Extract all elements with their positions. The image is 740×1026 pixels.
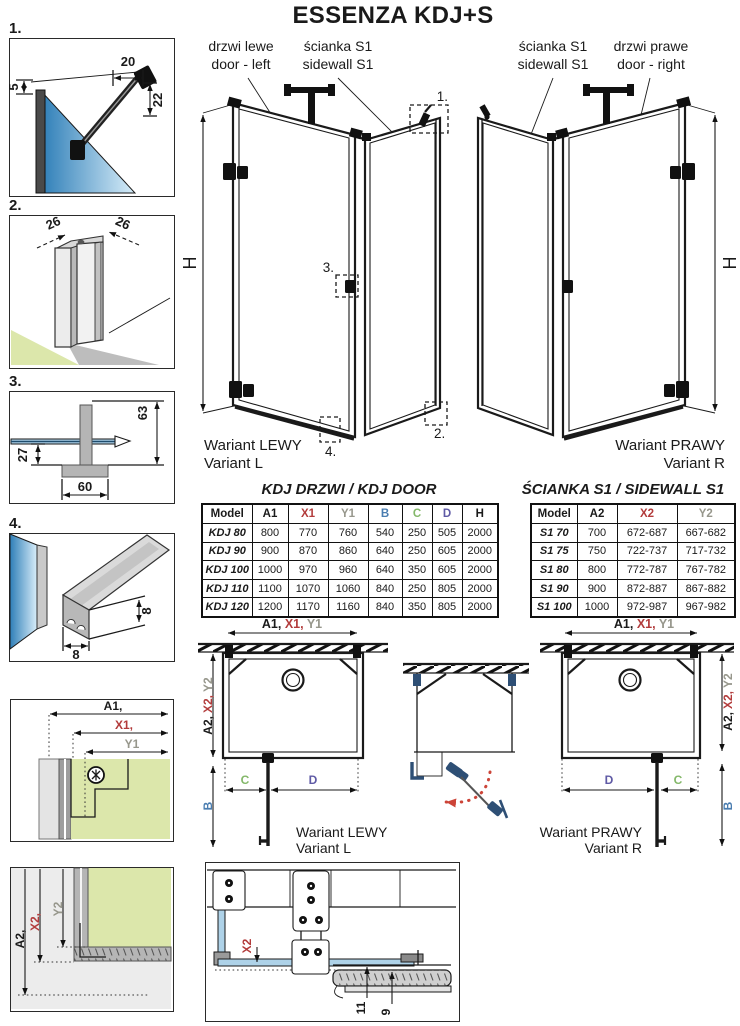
column-header-model: Model [531,504,577,524]
column-header-y1: Y1 [328,504,368,524]
wall-strip [39,759,59,839]
cell: 1170 [288,598,328,617]
dim-side-a2x2y2 [201,654,215,757]
table-row [202,561,498,580]
cell: 540 [368,524,402,543]
column-header-d: D [432,504,462,524]
cell: 1160 [328,598,368,617]
drain-circle-inner [624,674,637,687]
column-header-h: H [462,504,498,524]
hinge-cluster [445,761,469,781]
door-pivot [651,753,663,763]
detail-3-drawing [9,391,173,502]
callout-sidewall-right [508,37,598,73]
variant-left-pl: Wariant LEWY [204,437,302,454]
cell: 667-682 [677,524,735,543]
detail-2-drawing [9,215,173,367]
enclosure-diagram-left [178,75,462,475]
svg-text:5: 5 [6,83,21,91]
svg-text:H: H [180,256,200,270]
cell: 1200 [252,598,288,617]
cell: KDJ 100 [202,561,252,580]
svg-text:B: B [201,801,215,811]
threshold-step [417,752,442,776]
dim-26-left [37,213,65,248]
wall-anchor [353,645,361,658]
wall-anchor [690,645,698,658]
cell: 722-737 [617,542,677,561]
svg-text:20: 20 [120,54,136,69]
svg-text:C: C [240,773,250,787]
callout-door-right-pl: drzwi prawe [613,38,689,54]
corner-detail-b [10,867,172,1010]
tray-hatch [74,947,171,961]
table-row [531,579,735,598]
cell: S1 90 [531,579,577,598]
svg-text:9: 9 [379,1008,393,1016]
dim-c [661,759,698,793]
cell: 870 [288,542,328,561]
svg-text:26: 26 [43,213,63,233]
svg-text:Y1: Y1 [124,737,140,751]
callout-door-left [196,37,286,73]
svg-text:H: H [720,256,740,270]
cell: S1 80 [531,561,577,580]
cell: 805 [432,579,462,598]
cell: 900 [252,542,288,561]
column-header-a1: A1 [252,504,288,524]
h-dimension [684,104,740,413]
svg-text:X2: X2 [240,938,254,954]
svg-text:D: D [604,773,614,787]
wall-anchor [564,645,572,658]
cell: 800 [252,524,288,543]
center-bracket-lower [292,931,329,974]
page-title: ESSENZA KDJ+S [292,2,494,29]
support-bar [483,674,512,694]
leader-line [31,72,138,82]
table-header-row [202,504,498,524]
cell: 872-887 [617,579,677,598]
cell: 750 [577,542,617,561]
cell: KDJ 90 [202,542,252,561]
svg-text:3.: 3. [322,260,334,275]
dim-5 [6,80,33,94]
dim-a1-label: A1, [261,617,282,631]
svg-text:22: 22 [150,92,165,108]
dim-b [721,764,735,846]
variant-left-label [204,437,302,473]
dim-x1-label: X1, [636,617,656,631]
cell: 350 [402,598,432,617]
frame [413,673,516,776]
cell: 605 [432,542,462,561]
enclosure-diagram-right [462,75,740,475]
cell: 960 [328,561,368,580]
drain-circle-inner [287,674,300,687]
svg-text:11: 11 [354,1001,368,1015]
detail-3-number: 3. [9,373,22,390]
bottom-detail-drawing [205,862,458,1020]
kdj-table-title: KDJ DRZWI / KDJ DOOR [261,481,437,498]
support-bar [417,674,446,694]
cell: 2000 [462,561,498,580]
s1-sidewall-table [530,503,736,618]
cell: 2000 [462,524,498,543]
dim-x2 [240,938,257,962]
dim-y1-label: Y1 [658,617,675,631]
column-header-c: C [402,504,432,524]
svg-text:A2,: A2, [13,929,27,949]
dim-b [201,766,215,847]
dim-60 [62,479,108,500]
cell: 640 [368,561,402,580]
cell: 767-782 [677,561,735,580]
callout-sidewall-left [293,37,383,73]
dim-x1 [73,718,168,759]
open-door-line [461,777,493,810]
plan-variant-left-label [296,824,387,856]
door-open [651,753,665,847]
floor-green [88,868,171,947]
table-row [531,542,735,561]
door-pivot [262,753,274,763]
cell: 605 [432,561,462,580]
cell: S1 100 [531,598,577,617]
table-row [531,524,735,543]
floor-green [71,759,170,839]
cell: 760 [328,524,368,543]
cell: 700 [577,524,617,543]
detail-2-number: 2. [9,197,22,214]
svg-text:26: 26 [113,213,133,233]
cell: 2000 [462,579,498,598]
plan-variant-left-pl: Wariant LEWY [296,824,388,840]
dim-27 [15,444,62,465]
svg-text:A1,: A1, [103,699,123,713]
corner-profile [55,236,103,347]
svg-text:8: 8 [72,647,80,662]
shower-tray [223,645,363,758]
seal-profile [63,535,169,639]
sidewall-panel [365,118,440,435]
cell: KDJ 80 [202,524,252,543]
base-plate [62,465,108,477]
dim-a1-label: A1, [613,617,634,631]
corner-detail-a [10,699,172,840]
wall-post [80,405,92,467]
callout-sidewall-right-en: sidewall S1 [517,56,589,72]
variant-right-en: Variant R [663,455,725,472]
svg-text:63: 63 [135,405,150,421]
center-bracket-upper [293,871,329,931]
column-header-y2: Y2 [677,504,735,524]
cell: 250 [402,524,432,543]
cell: 717-732 [677,542,735,561]
left-bracket [213,871,245,910]
cell: 350 [402,561,432,580]
cell: 1070 [288,579,328,598]
variant-right-label [560,437,725,473]
plan-variant-left-en: Variant L [296,840,351,856]
cell: 860 [328,542,368,561]
wall-band [403,664,529,673]
column-header-a2: A2 [577,504,617,524]
svg-text:C: C [673,773,683,787]
cell: 1100 [252,579,288,598]
cell: 1000 [252,561,288,580]
table-row [202,542,498,561]
cell: KDJ 120 [202,598,252,617]
plan-variant-right-en: Variant R [584,840,642,856]
cell: 840 [368,598,402,617]
detail-4-number: 4. [9,515,22,532]
variant-right-pl: Wariant PRAWY [615,437,725,454]
stabilizer-side-view [11,405,130,477]
dim-c [225,759,266,793]
table-row [202,598,498,617]
cell: 972-987 [617,598,677,617]
dim-26-right [109,213,139,245]
callout-door-left-en: door - left [211,56,271,72]
cell: 805 [432,598,462,617]
detail-1-number: 1. [9,20,22,37]
dim-22 [143,83,165,116]
plan-variant-right-label [520,824,642,856]
svg-text:X1,: X1, [114,718,134,732]
cell: 1000 [577,598,617,617]
screw-symbol [88,767,104,783]
svg-text:X2,: X2, [28,912,42,932]
cell: 2000 [462,542,498,561]
detail-1-drawing [6,38,173,195]
anchor-tip [115,436,130,447]
callout-door-left-pl: drzwi lewe [208,38,274,54]
callout-sidewall-right-pl: ścianka S1 [518,38,588,54]
wall-clamp [508,674,516,686]
svg-text:D: D [308,773,318,787]
dim-d [562,759,654,793]
svg-text:60: 60 [77,479,93,494]
glass-panel [10,534,47,649]
cell: 250 [402,579,432,598]
table-row [202,524,498,543]
table-row [202,579,498,598]
door-handle [345,280,356,293]
column-header-x2: X2 [617,504,677,524]
door-handle [562,280,573,293]
callout-sidewall-left-en: sidewall S1 [302,56,374,72]
dim-a1 [49,699,168,759]
shower-tray [562,645,700,758]
cell: 1060 [328,579,368,598]
cell: 840 [368,579,402,598]
floor-edge-line [109,298,170,333]
dim-d [271,759,358,793]
h-dimension [180,104,234,413]
table-row [531,598,735,617]
column-header-x1: X1 [288,504,328,524]
dim-y1-label: Y1 [306,617,323,631]
wall-clamp [413,674,421,686]
cell: 900 [577,579,617,598]
plan-variant-right-pl: Wariant PRAWY [539,824,642,840]
door-open [260,753,274,846]
svg-text:2.: 2. [434,426,446,441]
column-header-model: Model [202,504,252,524]
svg-text:A2,X2,Y2: A2,X2,Y2 [201,677,215,735]
cell: 800 [577,561,617,580]
cell: 967-982 [677,598,735,617]
cell: S1 70 [531,524,577,543]
svg-text:8: 8 [139,607,154,615]
variant-left-en: Variant L [204,455,263,472]
door-end-handle [486,800,507,818]
cell: 2000 [462,598,498,617]
cell: 672-687 [617,524,677,543]
callout-sidewall-left-pl: ścianka S1 [303,38,373,54]
cell: 867-882 [677,579,735,598]
table-header-row [531,504,735,524]
dim-x1-label: X1, [284,617,304,631]
floor-shadow [67,343,159,365]
svg-text:27: 27 [15,447,30,463]
detail-4-drawing [9,533,173,660]
s1-table-title: ŚCIANKA S1 / SIDEWALL S1 [521,481,725,498]
column-header-b: B [368,504,402,524]
svg-text:1.: 1. [436,89,448,104]
wall-anchor [225,645,233,658]
sidewall-hook [479,104,490,119]
sidewall-panel [478,118,553,435]
kdj-door-table [201,503,499,618]
svg-text:Y2: Y2 [51,901,65,917]
cell: 250 [402,542,432,561]
svg-text:B: B [721,801,735,811]
table-row [531,561,735,580]
callout-door-right [604,37,698,73]
cell: 770 [288,524,328,543]
dim-side-a2x2y2 [721,654,735,751]
cell: 772-787 [617,561,677,580]
cell: 970 [288,561,328,580]
cell: 640 [368,542,402,561]
callout-door-right-en: door - right [617,56,685,72]
cell: KDJ 110 [202,579,252,598]
svg-text:A2,X2,Y2: A2,X2,Y2 [721,673,735,731]
cell: 505 [432,524,462,543]
cell: S1 75 [531,542,577,561]
dim-63 [92,401,164,465]
svg-text:4.: 4. [325,444,337,459]
